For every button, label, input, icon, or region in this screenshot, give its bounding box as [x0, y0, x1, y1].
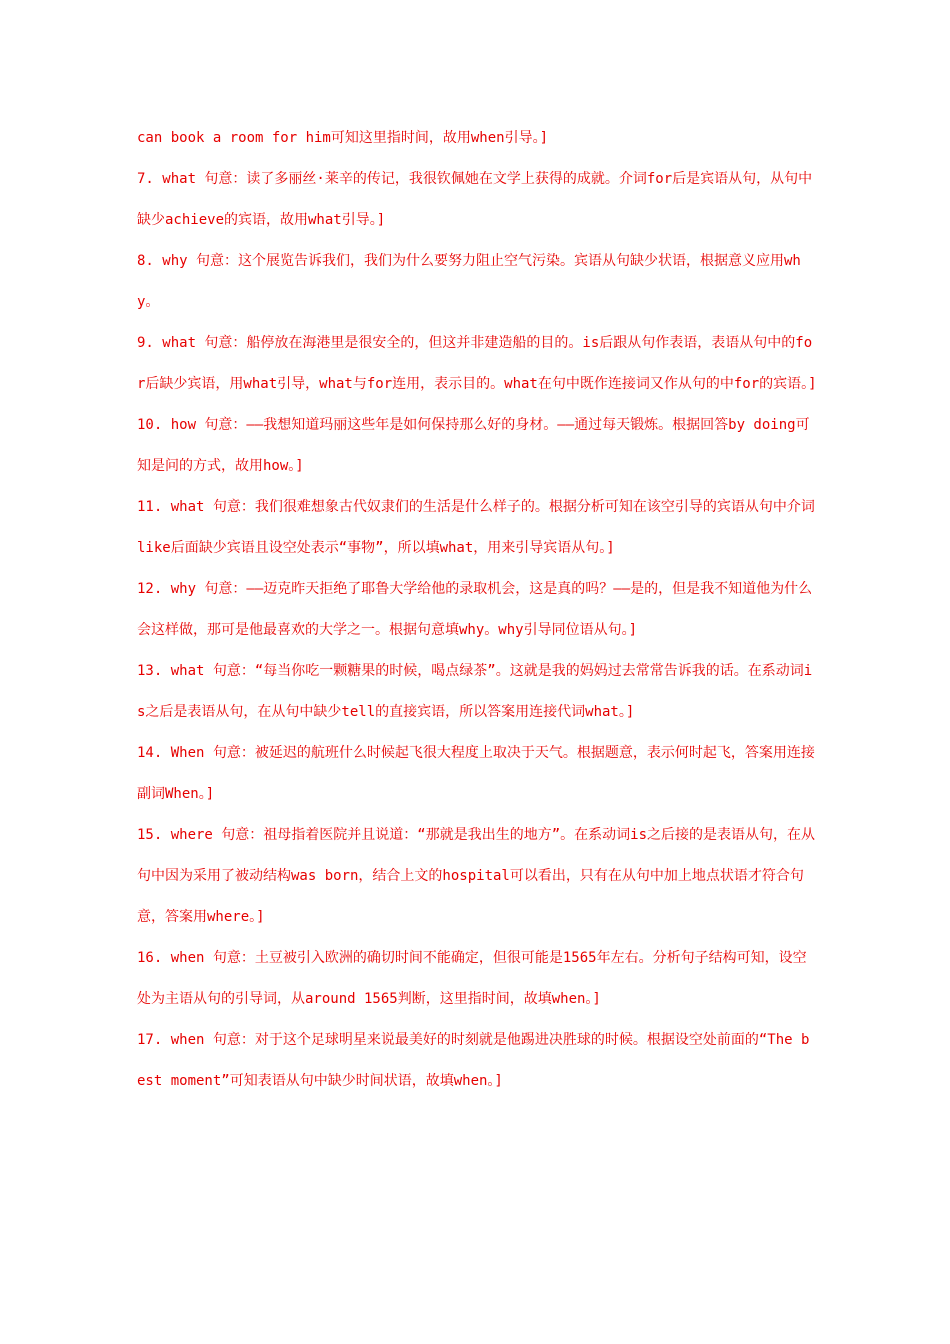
document-page — [137, 118, 817, 1102]
answer-paragraph-17: 17. when 句意：对于这个足球明星来说最美好的时刻就是他踢进决胜球的时候。根据设空处前面的“The best moment”可知表语从句中缺少时间状语，故填when。] — [137, 1032, 810, 1089]
answer-paragraph-10: 10. how 句意：——我想知道玛丽这些年是如何保持那么好的身材。——通过每天锻炼。根据回答by doing可知是问的方式，故用how。] — [137, 417, 810, 474]
answer-paragraph-16: 16. when 句意：土豆被引入欧洲的确切时间不能确定，但很可能是1565年左右。分析句子结构可知，设空处为主语从句的引导词，从around 1565判断，这里指时间，故填when。] — [137, 950, 807, 1007]
answer-paragraph-8: 8. why 句意：这个展览告诉我们，我们为什么要努力阻止空气污染。宾语从句缺少状语，根据意义应用why。 — [137, 253, 801, 310]
answer-paragraph-13: 13. what 句意：“每当你吃一颗糖果的时候，喝点绿茶”。这就是我的妈妈过去常常告诉我的话。在系动词is之后是表语从句，在从句中缺少tell的直接宾语，所以答案用连接代词what。] — [137, 663, 813, 720]
answer-paragraph-12: 12. why 句意：——迈克昨天拒绝了耶鲁大学给他的录取机会，这是真的吗？——是的，但是我不知道他为什么会这样做，那可是他最喜欢的大学之一。根据句意填why。why引导同位语从句。] — [137, 581, 813, 638]
answer-paragraph-14: 14. When 句意：被延迟的航班什么时候起飞很大程度上取决于天气。根据题意，表示何时起飞，答案用连接副词When。] — [137, 745, 815, 802]
answer-paragraph-15: 15. where 句意：祖母指着医院并且说道：“那就是我出生的地方”。在系动词is之后接的是表语从句，在从句中因为采用了被动结构was born，结合上文的hospital可以看出，只有在从句中加上地点状语才符合句意，答案用where。] — [137, 827, 815, 925]
answer-paragraph-7: 7. what 句意：读了多丽丝·莱辛的传记，我很钦佩她在文学上获得的成就。介词for后是宾语从句，从句中缺少achieve的宾语，故用what引导。] — [137, 171, 813, 228]
answer-paragraph-11: 11. what 句意：我们很难想象古代奴隶们的生活是什么样子的。根据分析可知在该空引导的宾语从句中介词like后面缺少宾语且设空处表示“事物”，所以填what，用来引导宾语从句。] — [137, 499, 815, 556]
answer-paragraph-9: 9. what 句意：船停放在海港里是很安全的，但这并非建造船的目的。is后跟从句作表语，表语从句中的for后缺少宾语，用what引导，what与for连用，表示目的。what在句中既作连接词又作从句的中for的宾语。] — [137, 335, 817, 392]
answer-paragraph-continuation: can book a room for him可知这里指时间，故用when引导。] — [137, 130, 549, 146]
